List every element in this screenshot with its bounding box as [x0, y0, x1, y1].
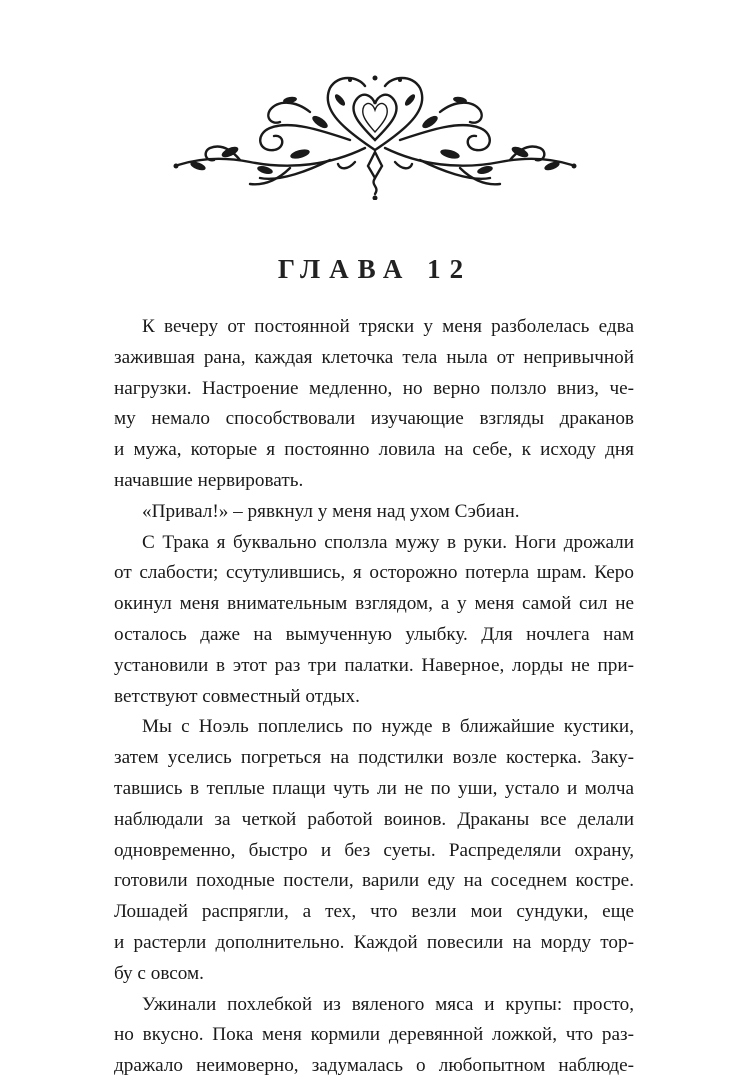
text-line: зажившая рана, каждая клеточка тела ныла от непривычной — [114, 346, 634, 368]
text-line: бу с овсом. — [114, 962, 204, 984]
text-line: осталось даже на вымученную улыбку. Для ночлега нам — [114, 623, 634, 645]
text-line: Ужинали похлебкой из вяленого мяса и крупы: просто, — [142, 993, 634, 1015]
text-line: К вечеру от постоянной тряски у меня разболелась едва — [142, 316, 634, 337]
text-line: и мужа, которые я постоянно ловила на себе, к исходу дня — [114, 439, 634, 461]
text-line: наблюдали за четкой работой воинов. Драканы все делали — [114, 808, 634, 830]
text-line: тавшись в теплые плащи чуть ли не по уши, устало и молча — [114, 777, 634, 799]
text-line: от слабости; ссутулившись, я осторожно потерла шрам. Керо — [114, 562, 634, 584]
text-line: «Привал!» – рявкнул у меня над ухом Сэбиан. — [142, 500, 520, 522]
text-line: Мы с Ноэль поплелись по нужде в ближайшие кустики, — [142, 716, 634, 738]
text-line: установили в этот раз три палатки. Наверное, лорды не при- — [114, 654, 634, 676]
text-line: дражало неимоверно, задумалась о любопытном наблюде- — [114, 1055, 634, 1077]
text-line: му немало способствовали изучающие взгляды драканов — [114, 408, 634, 430]
text-line: готовили походные постели, варили еду на соседнем костре. — [114, 870, 634, 892]
chapter-text — [114, 312, 634, 1082]
floral-ornament-icon — [170, 70, 580, 200]
text-line: С Трака я буквально сползла мужу в руки. Ноги дрожали — [142, 531, 634, 553]
text-line: начавшие нервировать. — [114, 469, 304, 491]
text-line: нагрузки. Настроение медленно, но верно ползло вниз, че- — [114, 377, 634, 399]
text-line: но вкусно. Пока меня кормили деревянной ложкой, что раз- — [114, 1024, 634, 1046]
chapter-title: ГЛАВА 12 — [277, 254, 473, 284]
text-line: Лошадей распрягли, а тех, что везли мои сундуки, еще — [114, 901, 634, 923]
text-line: окинул меня внимательным взглядом, а у меня самой сил не — [114, 593, 634, 615]
text-line: одновременно, быстро и без суеты. Распределяли охрану, — [114, 839, 634, 861]
text-line: затем уселись погреться на подстилки возле костерка. Заку- — [114, 747, 634, 769]
text-line: ветствуют совместный отдых. — [114, 685, 360, 707]
text-line: и растерли дополнительно. Каждой повесили на морду тор- — [114, 931, 634, 953]
